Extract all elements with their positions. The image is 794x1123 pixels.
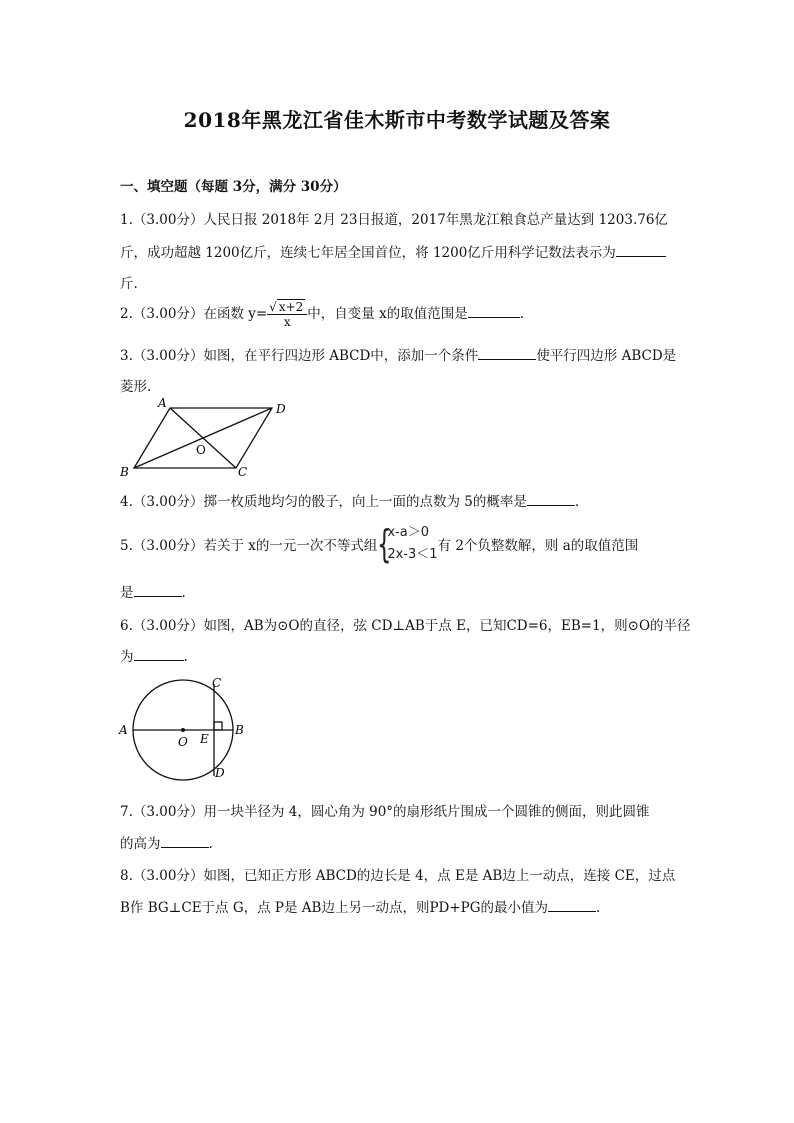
answer-blank: [161, 833, 209, 848]
q7-line2-text: 的高为: [120, 836, 161, 852]
answer-blank: [548, 897, 596, 912]
q5-line1: [120, 522, 638, 566]
q4-line: [120, 490, 579, 510]
q8-line1: 8.（3.00分）如图，已知正方形 ABCD的边长是 4，点 E是 AB边上一动点，连接 CE，过点: [120, 868, 676, 884]
q7-line2: [120, 832, 213, 852]
q3-text-b: 使平行四边形 ABCD是: [536, 348, 677, 364]
q7-line1: 7.（3.00分）用一块半径为 4，圆心角为 90°的扇形纸片围成一个圆锥的侧面，则此圆锥: [120, 804, 650, 820]
q8-end: .: [596, 900, 601, 916]
q5-line2-text: 是: [120, 585, 134, 601]
q7-end: .: [208, 836, 213, 852]
label-d: D: [276, 402, 286, 416]
center-point: [181, 728, 185, 732]
inequality-2: 2x-3＜1: [387, 547, 438, 562]
q8-line2: [120, 896, 600, 916]
q1-line1: 1.（3.00分）人民日报 2018年 2月 23日报道，2017年黑龙江粮食总产量达到 1203.76亿: [120, 212, 668, 228]
q1-line3: 斤.: [120, 276, 138, 292]
q4-text: 4.（3.00分）掷一枚质地均匀的骰子，向上一面的点数为 5的概率是: [120, 494, 527, 510]
q5-line2: [120, 581, 186, 601]
page-title: 2018年黑龙江省佳木斯市中考数学试题及答案: [183, 108, 611, 132]
label-a: A: [158, 396, 167, 410]
q3-line1: [120, 344, 676, 364]
label-e: E: [200, 732, 209, 746]
label-o: O: [178, 735, 188, 749]
answer-blank: [134, 646, 184, 661]
answer-blank: [616, 242, 666, 257]
diagonal-bd: [134, 408, 272, 468]
label-a: A: [119, 723, 128, 737]
q2-prefix: 2.（3.00分）在函数 y=: [120, 306, 268, 322]
q5-suffix: 有 2个负整数解，则 a的取值范围: [437, 538, 639, 554]
q2-line: [120, 300, 524, 329]
inequality-system: [377, 522, 437, 566]
q2-numerator: √ x+2: [267, 300, 307, 315]
q4-end: .: [574, 494, 580, 510]
label-d: D: [215, 766, 225, 780]
q5-prefix: 5.（3.00分）若关于 x的一元一次不等式组: [120, 538, 378, 554]
q5-end: .: [181, 585, 186, 601]
q6-line2-text: 为: [120, 649, 134, 665]
q8-line2-text: B作 BG⊥CE于点 G，点 P是 AB边上另一动点，则PD+PG的最小值为: [120, 900, 549, 916]
q2-fraction: [267, 300, 307, 329]
q1-line2: [120, 241, 666, 261]
q3-line2: 菱形.: [120, 379, 152, 395]
section-heading: 一、填空题（每题 3分，满分 30分）: [120, 179, 347, 195]
answer-blank: [478, 345, 536, 360]
answer-blank: [468, 303, 520, 318]
q6-end: .: [183, 649, 188, 665]
label-b: B: [120, 465, 129, 479]
label-c: C: [212, 676, 222, 690]
right-angle-mark: [214, 722, 222, 730]
circle-figure: [114, 674, 254, 786]
answer-blank: [527, 491, 575, 506]
q3-text-a: 3.（3.00分）如图，在平行四边形 ABCD中，添加一个条件: [120, 348, 479, 364]
q2-denominator: x: [283, 315, 291, 329]
label-c: C: [238, 465, 248, 479]
label-o: O: [196, 443, 206, 457]
q2-radicand: x+2: [278, 300, 304, 314]
answer-blank: [134, 582, 182, 597]
q2-suffix: 中，自变量 x的取值范围是: [307, 306, 468, 322]
parallelogram-figure: [114, 396, 294, 480]
q2-end: .: [519, 306, 524, 322]
brace: {: [377, 522, 392, 566]
q1-line2-text: 斤，成功超越 1200亿斤，连续七年居全国首位，将 1200亿斤用科学记数法表示为: [120, 245, 616, 261]
inequality-1: x-a＞0: [387, 525, 429, 540]
q6-line1: 6.（3.00分）如图，AB为⊙O的直径，弦 CD⊥AB于点 E，已知CD=6，EB=1，则⊙O的半径: [120, 618, 691, 634]
label-b: B: [235, 723, 244, 737]
q6-line2: [120, 645, 188, 665]
